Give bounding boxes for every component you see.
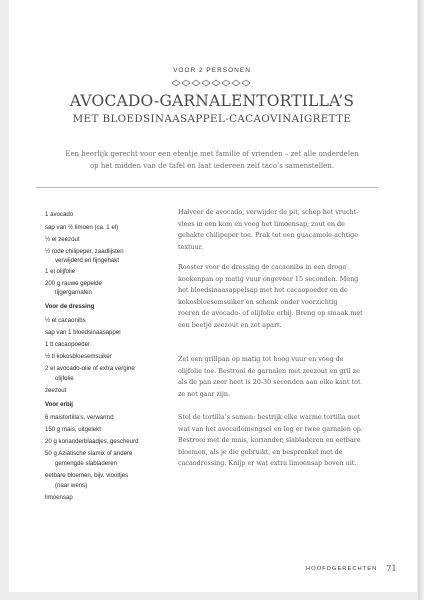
method-line: gehakte chilipeper toe. Prak tot een guacamole-achtige: [178, 231, 359, 240]
page-number: 71: [386, 564, 397, 574]
method-line: vlees in een kom en voeg het limoensap, zout en de: [178, 219, 345, 228]
method-line: wat van het avocadomengsel en leg er twee garnalen op.: [178, 424, 363, 433]
method-line: het bloedsinaasappelsap met het cacaopoeder en de: [178, 286, 348, 295]
section-divider: [36, 187, 378, 188]
ingredient-line: ½ rode chilipeper, zaadlijsten: [45, 248, 124, 255]
method-line: ze net gaar zijn.: [178, 389, 231, 398]
ingredient-line: 2 el avocado-olie of extra vergine: [45, 365, 135, 372]
ingredient-line: sap van ½ limoen (ca. 1 el): [45, 224, 119, 231]
diamond-chain-ornament: [170, 79, 256, 87]
ingredient-line: 1 tl cacaopoeder: [45, 341, 91, 348]
ingredient-line: eetbare bloemen, bijv. viooltjes: [45, 472, 129, 479]
ingredient-line: ½ tl kokosbloesemsuiker: [45, 353, 112, 360]
ingredient-group-heading: Voor de dressing: [45, 303, 95, 310]
ingredient-line: zeezout: [45, 387, 67, 394]
method-line: kokosbloesemsuiker en schenk onder voorzichtig: [178, 297, 338, 306]
page-edge: [418, 0, 424, 600]
method-line: Rooster voor de dressing de cacaonibs in een droge: [178, 263, 347, 271]
ingredient-line: olijfolie: [55, 375, 74, 382]
ingredient-line: 20 g korianderblaadjes, gescheurd: [45, 438, 139, 445]
ingredient-line: 6 maistortilla’s, verwarmd: [45, 414, 114, 421]
ingredient-line: tijgergarnalen: [55, 289, 92, 296]
ingredient-line: (naar wens): [55, 482, 88, 489]
method-line: Zet een grillpan op matig tot hoog vuur en voeg de: [178, 355, 344, 363]
ingredient-line: verwijderd en fijngehakt: [55, 257, 120, 264]
ingredient-line: 1 avocado: [45, 211, 74, 218]
method-line: cacaodressing. Knijp er wat extra limoensap boven uit.: [178, 459, 357, 468]
servings-label: VOOR 2 PERSONEN: [173, 67, 251, 74]
ingredient-line: ½ el zeezout: [45, 236, 80, 243]
ingredient-line: limoensap: [45, 494, 73, 501]
method-line: koekenpan op matig vuur ongeveer 15 seconden. Meng: [178, 274, 359, 283]
recipe-title: AVOCADO-GARNALENTORTILLA’S: [69, 92, 355, 110]
ingredient-group-heading: Voor erbij: [45, 401, 73, 408]
intro-line: Een heerlijk gerecht voor een etentje met familie of vrienden – zet alle onderdelen: [65, 150, 359, 158]
ingredient-line: sap van 1 bloedsinaasappel: [45, 329, 121, 336]
intro-line: op het midden van de tafel en laat iedereen zelf taco’s samenstellen.: [89, 162, 335, 170]
method-line: textuur.: [178, 242, 204, 251]
method-line: Bestrooi met de mais, koriander, slabladeren en eetbare: [178, 436, 361, 445]
method-line: roeren de avocado- of olijfolie erbij. Breng op smaak met: [178, 309, 363, 318]
ingredient-line: 1 el olijfolie: [45, 268, 76, 275]
ingredient-line: 150 g mais, uitgelekt: [45, 426, 101, 433]
recipe-subtitle: MET BLOEDSINAASAPPEL-CACAOVINAIGRETTE: [72, 113, 352, 125]
ingredient-line: gemengde slabladeren: [55, 460, 117, 467]
method-line: Halveer de avocado, verwijder de pit, schep het vrucht-: [178, 208, 359, 216]
method-line: olijfolie toe. Bestrooi de garnalen met zeezout en gril ze: [178, 366, 360, 375]
method-line: Stel de tortilla’s samen: bestrijk elke warme tortilla met: [178, 413, 361, 421]
section-name: HOOFDGERECHTEN: [306, 566, 378, 572]
ingredient-line: 50 g Aziatische slamix of andere: [45, 450, 133, 457]
method-line: bloemen, als je die gebruikt, en besprenkel met de: [178, 447, 343, 456]
method-line: een beetje zeezout en zet apart.: [178, 321, 282, 329]
ingredient-line: ½ el cacaonibs: [45, 317, 86, 324]
method-line: als de pan zeer heet is 20-30 seconden aan elke kant tot: [178, 378, 361, 387]
ingredient-line: 200 g rauwe gepelde: [45, 280, 102, 287]
